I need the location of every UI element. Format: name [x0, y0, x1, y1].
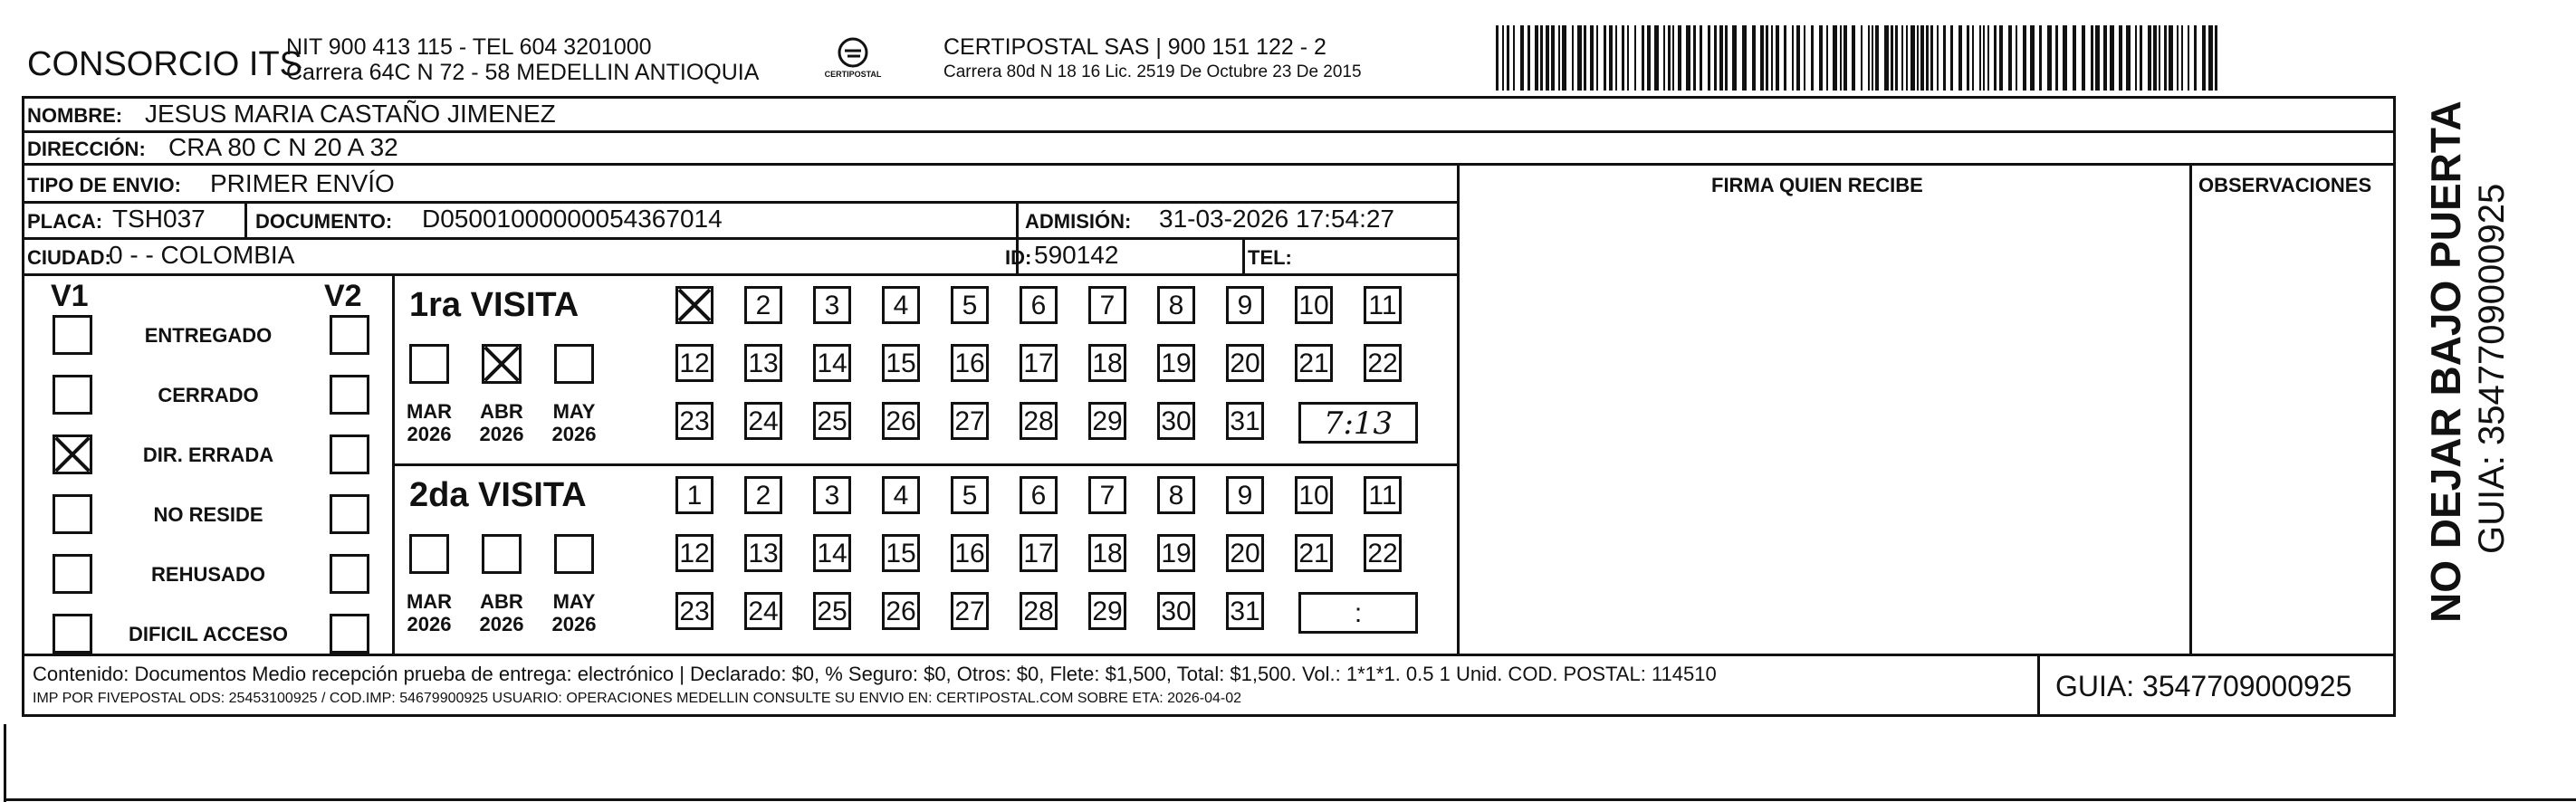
day-box[interactable]: 7 [1088, 476, 1126, 514]
day-box[interactable]: 6 [1020, 286, 1058, 324]
day-box[interactable]: 18 [1088, 534, 1126, 572]
month-checkbox[interactable] [409, 534, 449, 574]
month-name: ABR [480, 400, 523, 423]
ciudad-label: CIUDAD: [27, 246, 111, 269]
day-box[interactable]: 15 [882, 534, 920, 572]
month-label [547, 590, 601, 636]
month-year: 2026 [479, 613, 524, 636]
tel-label: TEL: [1248, 246, 1292, 269]
day-box[interactable]: 4 [882, 286, 920, 324]
barcode-bar [2148, 25, 2151, 91]
barcode-bar [1502, 25, 1504, 91]
v2-checkbox[interactable] [330, 494, 369, 534]
month-name: MAR [406, 590, 453, 613]
visit-title: 1ra VISITA [409, 286, 579, 324]
day-box[interactable]: 27 [951, 402, 989, 440]
barcode-bar [2047, 25, 2052, 91]
barcode-bar [1784, 25, 1786, 91]
barcode-bar [2164, 25, 2167, 91]
barcode-bar [1910, 25, 1915, 91]
barcode-bar [1868, 25, 1870, 91]
day-box[interactable]: 30 [1157, 402, 1195, 440]
barcode-bar [1642, 25, 1644, 91]
day-box[interactable]: 19 [1157, 534, 1195, 572]
barcode-bar [1520, 25, 1524, 91]
day-box[interactable]: 6 [1020, 476, 1058, 514]
documento-label: DOCUMENTO: [255, 210, 393, 233]
v2-checkbox[interactable] [330, 315, 369, 355]
barcode-bar [2073, 25, 2076, 91]
v1-checkbox[interactable] [53, 375, 92, 415]
v1-checkbox[interactable] [53, 434, 92, 474]
day-box[interactable]: 29 [1088, 592, 1126, 630]
barcode-bar [1958, 25, 1962, 91]
day-box[interactable]: 21 [1295, 344, 1333, 382]
month-year: 2026 [407, 613, 452, 636]
barcode-bar [1615, 25, 1617, 91]
barcode-bar [2169, 25, 2173, 91]
no-dejar-warning: NO DEJAR BAJO PUERTA [2422, 100, 2469, 623]
barcode-bar [1760, 25, 1764, 91]
barcode-bar [1920, 25, 1924, 91]
tipo-envio-label: TIPO DE ENVIO: [27, 174, 181, 196]
barcode-bar [1527, 25, 1530, 91]
day-box[interactable]: 7 [1088, 286, 1126, 324]
barcode-bar [1967, 25, 1969, 91]
visit-title: 2da VISITA [409, 476, 587, 514]
barcode-bar [1926, 25, 1929, 91]
barcode [1496, 25, 2222, 91]
day-box[interactable]: 10 [1295, 476, 1333, 514]
barcode-bar [1627, 25, 1629, 91]
barcode-bar [1513, 25, 1515, 91]
barcode-bar [1833, 25, 1837, 91]
barcode-bar [2188, 25, 2189, 91]
barcode-bar [2095, 25, 2100, 91]
day-box[interactable]: 16 [951, 534, 989, 572]
ciudad-value: 0 - - COLOMBIA [109, 241, 295, 269]
id-value: 590142 [1034, 241, 1119, 269]
barcode-bar [2103, 25, 2107, 91]
barcode-bar [1987, 25, 1989, 91]
month-year: 2026 [551, 423, 597, 446]
barcode-bar [1826, 25, 1828, 91]
barcode-bar [1596, 25, 1598, 91]
status-label: DIR. ERRADA [142, 444, 274, 466]
barcode-bar [1891, 25, 1893, 91]
day-box[interactable]: 18 [1088, 344, 1126, 382]
barcode-bar [2063, 25, 2067, 91]
barcode-bar [1604, 25, 1606, 91]
day-box[interactable]: 31 [1226, 402, 1264, 440]
barcode-bar [1732, 25, 1737, 91]
barcode-bar [2153, 25, 2157, 91]
day-box[interactable]: 21 [1295, 534, 1333, 572]
v1-checkbox[interactable] [53, 494, 92, 534]
barcode-bar [1843, 25, 1847, 91]
barcode-bar [1654, 25, 1659, 91]
barcode-bar [2215, 25, 2217, 91]
barcode-bar [1558, 25, 1560, 91]
day-box[interactable]: 22 [1364, 344, 1402, 382]
day-box[interactable]: 24 [744, 402, 782, 440]
barcode-bar [2091, 25, 2093, 91]
barcode-bar [1507, 25, 1509, 91]
barcode-bar [1852, 25, 1855, 91]
placa-value: TSH037 [112, 205, 206, 233]
barcode-bar [1884, 25, 1889, 91]
month-label [402, 590, 456, 636]
day-box[interactable]: 27 [951, 592, 989, 630]
day-box[interactable]: 19 [1157, 344, 1195, 382]
day-box[interactable]: 23 [675, 402, 713, 440]
barcode-bar [1725, 25, 1728, 91]
firma-label: FIRMA QUIEN RECIBE [1711, 174, 1923, 196]
barcode-bar [1994, 25, 1997, 91]
v1-checkbox[interactable] [53, 315, 92, 355]
barcode-bar [1804, 25, 1805, 91]
nombre-label: NOMBRE: [27, 104, 123, 127]
day-box[interactable]: 9 [1226, 476, 1264, 514]
observaciones-label: OBSERVACIONES [2198, 174, 2372, 196]
month-name: MAY [552, 400, 596, 423]
barcode-bar [1742, 25, 1747, 91]
barcode-bar [1590, 25, 1594, 91]
barcode-bar [1584, 25, 1586, 91]
tipo-envio-value: PRIMER ENVÍO [210, 169, 395, 197]
day-box[interactable]: 12 [675, 534, 713, 572]
month-name: ABR [480, 590, 523, 613]
barcode-bar [1906, 25, 1908, 91]
barcode-bar [1875, 25, 1879, 91]
v2-checkbox[interactable] [330, 614, 369, 654]
day-box[interactable]: 13 [744, 344, 782, 382]
month-checkbox[interactable] [482, 344, 522, 384]
day-box[interactable]: 20 [1226, 344, 1264, 382]
nombre-value: JESUS MARIA CASTAÑO JIMENEZ [145, 100, 556, 128]
barcode-bar [2008, 25, 2012, 91]
month-label [474, 400, 529, 446]
barcode-bar [2023, 25, 2026, 91]
day-box[interactable]: 1 [675, 476, 713, 514]
month-year: 2026 [551, 613, 597, 636]
day-box[interactable] [675, 286, 713, 324]
barcode-bar [1861, 25, 1863, 91]
day-box[interactable]: 25 [813, 402, 851, 440]
barcode-bar [2110, 25, 2114, 91]
certipostal-logo [817, 34, 889, 85]
day-box[interactable]: 22 [1364, 534, 1402, 572]
barcode-bar [1972, 25, 1974, 91]
barcode-bar [1776, 25, 1779, 91]
barcode-bar [1668, 25, 1671, 91]
barcode-bar [1901, 25, 1903, 91]
barcode-bar [1496, 25, 1499, 91]
barcode-bar [1540, 25, 1543, 91]
barcode-bar [1708, 25, 1710, 91]
day-box[interactable]: 26 [882, 592, 920, 630]
barcode-bar [1714, 25, 1717, 91]
month-year: 2026 [407, 423, 452, 446]
barcode-bar [2140, 25, 2142, 91]
status-label: DIFICIL ACCESO [128, 623, 288, 645]
carrier-license: Carrera 80d N 18 16 Lic. 2519 De Octubre 23 De 2015 [943, 62, 1362, 81]
carrier-name: CERTIPOSTAL SAS | 900 151 122 - 2 [943, 34, 1326, 60]
barcode-bar [2208, 25, 2213, 91]
v1-checkbox[interactable] [53, 554, 92, 594]
day-box[interactable]: 9 [1226, 286, 1264, 324]
barcode-bar [1766, 25, 1768, 91]
barcode-bar [2202, 25, 2206, 91]
day-box[interactable]: 25 [813, 592, 851, 630]
day-box[interactable]: 4 [882, 476, 920, 514]
barcode-bar [1678, 25, 1681, 91]
guia-number: GUIA: 3547709000925 [2055, 670, 2352, 702]
barcode-bar [2016, 25, 2017, 91]
barcode-bar [1752, 25, 1756, 91]
barcode-bar [1930, 25, 1933, 91]
barcode-bar [2055, 25, 2058, 91]
barcode-bar [2177, 25, 2179, 91]
barcode-bar [2181, 25, 2183, 91]
side-guia: GUIA: 3547709000925 [2472, 183, 2512, 554]
status-label: REHUSADO [151, 563, 265, 586]
day-box[interactable]: 15 [882, 344, 920, 382]
day-box[interactable]: 30 [1157, 592, 1195, 630]
day-box[interactable]: 5 [951, 286, 989, 324]
barcode-bar [1572, 25, 1574, 91]
barcode-bar [1950, 25, 1953, 91]
barcode-bar [1983, 25, 1985, 91]
day-box[interactable]: 31 [1226, 592, 1264, 630]
day-box[interactable]: 28 [1020, 402, 1058, 440]
barcode-bar [1719, 25, 1723, 91]
month-checkbox[interactable] [554, 534, 594, 574]
v1-label: V1 [51, 279, 89, 313]
day-box[interactable]: 17 [1020, 344, 1058, 382]
day-box[interactable]: 14 [813, 534, 851, 572]
contenido-text: Contenido: Documentos Medio recepción prueba de entrega: electrónico | Declarado: $0, % Seguro: $0, Otros: $0, Flete: $1,500, Total: $1,500. Vol.: 1*1*1. 0.5 1 Unid. COD. POSTAL: 114510 [33, 663, 1717, 685]
barcode-bar [1647, 25, 1651, 91]
visit-time-box[interactable]: 7:13 [1298, 402, 1418, 444]
status-label: NO RESIDE [153, 503, 263, 526]
status-label: CERRADO [158, 384, 259, 406]
v2-checkbox[interactable] [330, 554, 369, 594]
barcode-bar [1535, 25, 1538, 91]
month-label [402, 400, 456, 446]
admision-label: ADMISIÓN: [1025, 210, 1132, 233]
day-box[interactable]: 5 [951, 476, 989, 514]
month-checkbox[interactable] [554, 344, 594, 384]
day-box[interactable]: 29 [1088, 402, 1126, 440]
company-address: Carrera 64C N 72 - 58 MEDELLIN ANTIOQUIA [286, 60, 760, 85]
visit-time-box[interactable]: : [1298, 592, 1418, 634]
barcode-bar [1999, 25, 2003, 91]
month-name: MAR [406, 400, 453, 423]
barcode-bar [1840, 25, 1842, 91]
day-box[interactable]: 17 [1020, 534, 1058, 572]
day-box[interactable]: 24 [744, 592, 782, 630]
direccion-value: CRA 80 C N 20 A 32 [168, 133, 398, 161]
month-label [547, 400, 601, 446]
month-year: 2026 [479, 423, 524, 446]
day-box[interactable]: 20 [1226, 534, 1264, 572]
day-box[interactable]: 3 [813, 476, 851, 514]
day-box[interactable]: 10 [1295, 286, 1333, 324]
admision-value: 31-03-2026 17:54:27 [1159, 205, 1394, 233]
barcode-bar [1700, 25, 1702, 91]
barcode-bar [1872, 25, 1873, 91]
barcode-bar [1551, 25, 1555, 91]
barcode-bar [1634, 25, 1636, 91]
barcode-bar [1609, 25, 1613, 91]
barcode-bar [1577, 25, 1582, 91]
placa-label: PLACA: [27, 210, 103, 233]
imp-text: IMP POR FIVEPOSTAL ODS: 25453100925 / COD.IMP: 54679900925 USUARIO: OPERACIONES MEDELLIN CONSULTE SU ENVIO EN: CERTIPOSTAL.COM SOBRE ETA: 2026-04-02 [33, 691, 1241, 706]
id-label: ID: [1005, 246, 1032, 269]
documento-value: D05001000000054367014 [422, 205, 723, 233]
company-name: CONSORCIO ITS [27, 45, 303, 83]
month-name: MAY [552, 590, 596, 613]
barcode-bar [1796, 25, 1800, 91]
barcode-bar [1819, 25, 1823, 91]
barcode-bar [2082, 25, 2085, 91]
barcode-bar [1672, 25, 1674, 91]
day-box[interactable]: 23 [675, 592, 713, 630]
barcode-bar [1792, 25, 1794, 91]
barcode-bar [1811, 25, 1814, 91]
day-box[interactable]: 11 [1364, 476, 1402, 514]
barcode-bar [1562, 25, 1566, 91]
day-box[interactable]: 11 [1364, 286, 1402, 324]
day-box[interactable]: 2 [744, 476, 782, 514]
day-box[interactable]: 14 [813, 344, 851, 382]
day-box[interactable]: 8 [1157, 476, 1195, 514]
day-box[interactable]: 12 [675, 344, 713, 382]
v2-label: V2 [324, 279, 362, 313]
status-label: ENTREGADO [144, 324, 273, 347]
v1-checkbox[interactable] [53, 614, 92, 654]
barcode-bar [2119, 25, 2122, 91]
barcode-bar [2135, 25, 2137, 91]
month-label [474, 590, 529, 636]
barcode-bar [1771, 25, 1773, 91]
barcode-bar [2030, 25, 2035, 91]
barcode-bar [1979, 25, 1981, 91]
day-box[interactable]: 26 [882, 402, 920, 440]
barcode-bar [1693, 25, 1696, 91]
day-box[interactable]: 28 [1020, 592, 1058, 630]
barcode-bar [1943, 25, 1946, 91]
v2-checkbox[interactable] [330, 375, 369, 415]
direccion-label: DIRECCIÓN: [27, 138, 146, 160]
barcode-bar [1663, 25, 1665, 91]
day-box[interactable]: 13 [744, 534, 782, 572]
day-box[interactable]: 2 [744, 286, 782, 324]
barcode-bar [2194, 25, 2197, 91]
barcode-bar [2159, 25, 2160, 91]
month-checkbox[interactable] [482, 534, 522, 574]
barcode-bar [1622, 25, 1624, 91]
barcode-bar [1686, 25, 1690, 91]
barcode-bar [1546, 25, 1549, 91]
barcode-bar [1895, 25, 1898, 91]
v2-checkbox[interactable] [330, 434, 369, 474]
barcode-bar [2039, 25, 2042, 91]
barcode-bar [1917, 25, 1919, 91]
barcode-bar [2126, 25, 2131, 91]
svg-text:CERTIPOSTAL: CERTIPOSTAL [824, 70, 882, 79]
company-nit: NIT 900 413 115 - TEL 604 3201000 [286, 34, 652, 60]
month-checkbox[interactable] [409, 344, 449, 384]
barcode-bar [1937, 25, 1939, 91]
day-box[interactable]: 16 [951, 344, 989, 382]
day-box[interactable]: 3 [813, 286, 851, 324]
day-box[interactable]: 8 [1157, 286, 1195, 324]
